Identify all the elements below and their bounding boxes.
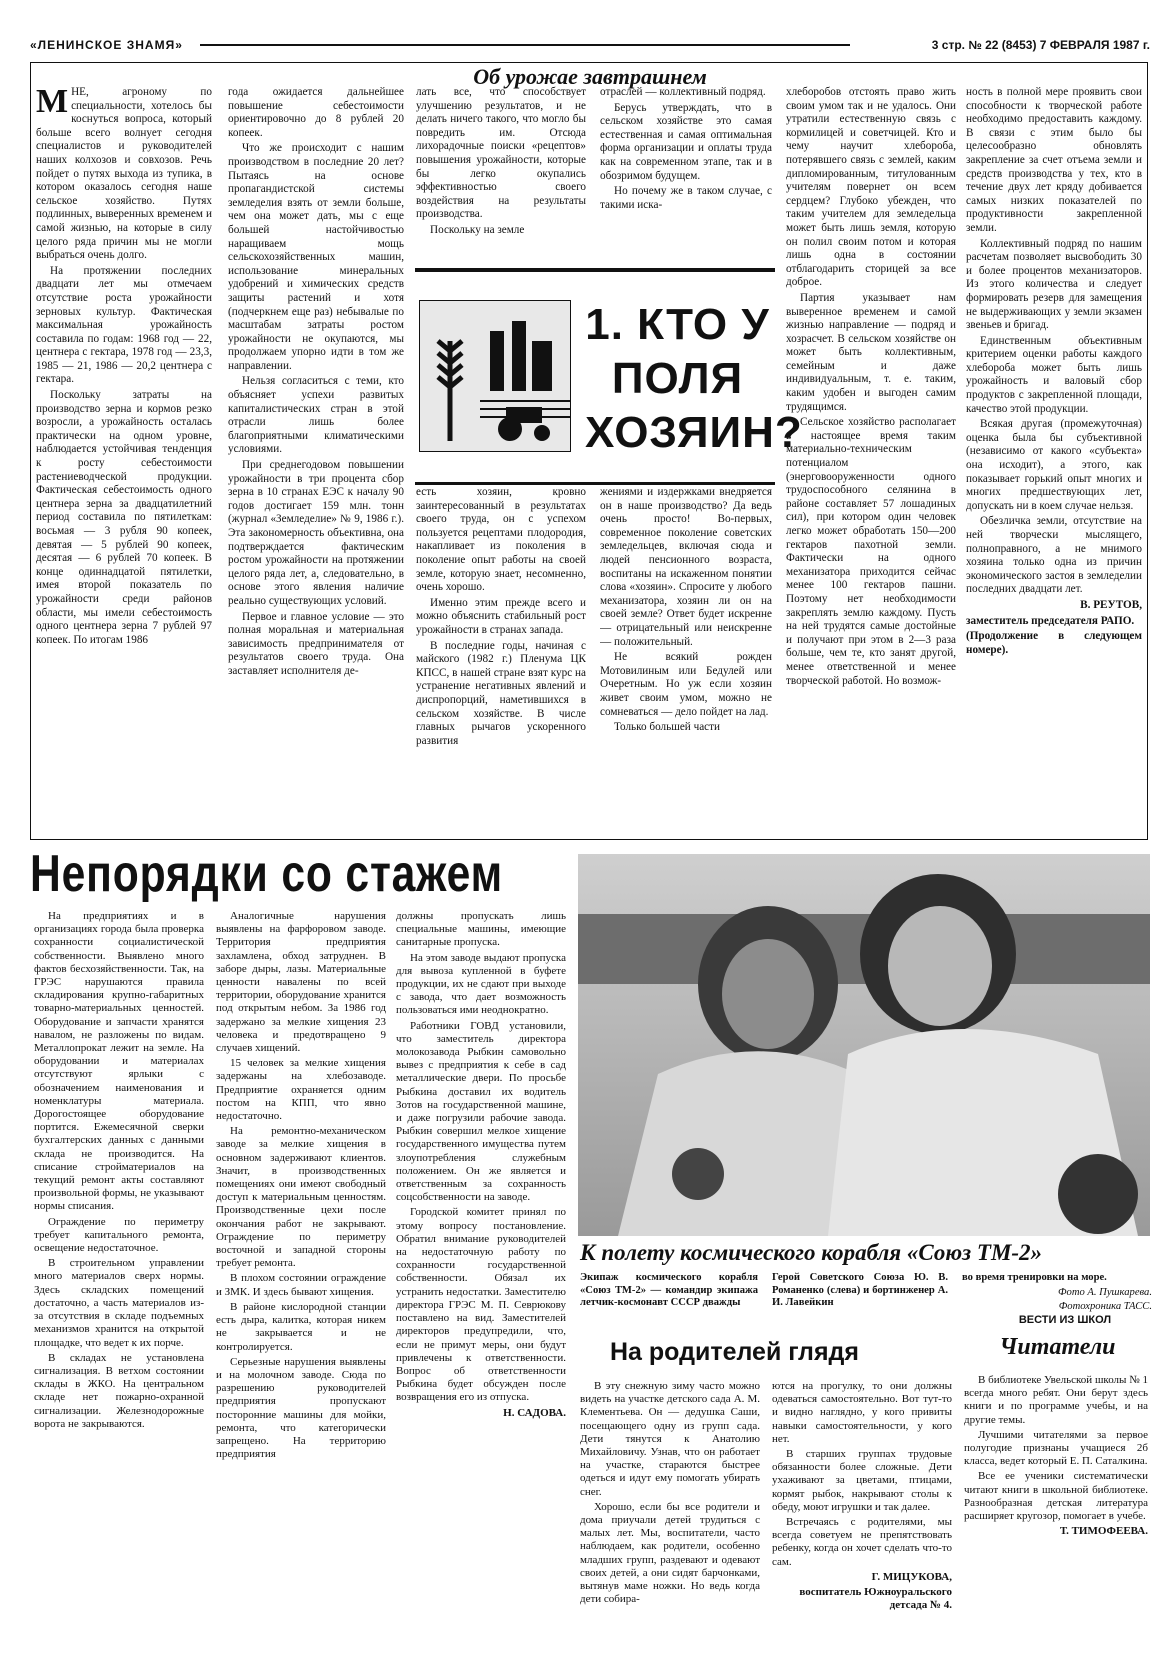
photo-agency: Фотохроника ТАСС. [1058, 1301, 1152, 1313]
face-right [888, 906, 992, 1026]
article2-signature: Н. САДОВА. [503, 1406, 566, 1419]
article-column-5: хлеборобов отстоять право жить своим умом так и не удалось. Они утратили естественную связь с кормилицей и советчицей. Кто и чему научит хлебороба, потерявшего связь с землей, каким дипломированным, титулованным учителям повернет он всем сердцем? Глубоко убежден, что таким учителем для земледельца может быть лишь земля, которую он полил своим потом и которая лишь одна в состоянии отблагодарить сторицей за все доброе. Партия указывает нам выверенное временем и самой жизнью направление — подряд и хозрасчет. В сельском хозяйстве он может быть коллективным, семейным и даже индивидуальным, т. е. таким, каким удобен и выгоден самим трудящимся. Сельское хозяйство располагает в настоящее время таким материально-техническим потенциалом (энерговооруженности одного трудоспособного селянина в районе составляет 57 лошадиных сил), при котором один человек легко может обработать 150—200 гектаров пахотной земли. Фактически на одного механизатора приходится сейчас менее 100 гектаров пашни. Поэтому нет необходимости закреплять землю каждому. Пусть на ней трудятся самые достойные и получают при этом в 2—3 раза больше, чем те, кто занят другой, менее ответственной и менее творческой работой. Но возмож- [786, 86, 956, 687]
article3-column-2: ются на прогулку, то они должны одеваться самостоятельно. Вот тут-то и видно наглядно, у кого привиты навыки самостоятельности, у кого нет. В старших группах трудовые обязанности более сложные. Дети ухаживают за цветами, птицами, кормят рыбок, накрывают столы к обеду, моют игрушки и так далее. Встречаясь с родителями, мы всегда советуем не препятствовать ребенку, когда он хочет сделать что-то сам. Г. МИЦУКОВА, воспитатель Южноуральского детсада № 4. [772, 1380, 952, 1612]
article-column-6: ность в полной мере проявить свои способности к творческой работе необходимо предоставить каждому. В связи с этим было бы целесообразно обновлять закрепление за счет отъема земли и средств производства у тех, кто в течение двух лет кряду добивается самых низких показателей по продуктивности закрепленной земли. Коллективный подряд по нашим расчетам позволяет высвободить 30 и более процентов механизаторов. Из этого количества и следует формировать резерв для замещения не выдерживающих у земли экзамен звеньев и бригад. Единственным объективным критерием оценки работы каждого хлебороба может быть лишь урожайность и валовый сбор продуктов с закрепленной площади, качество этой продукции. Всякая другая (промежуточная) оценка была бы субъективной (независимо от какого «субъекта» она исходит), а этого, как показывает горький опыт многих и многих предшествующих лет, допускать ни в коем случае нельзя. Обезличка земли, отсутствие на ней творчески мыслящего, полноправного, а не мнимого хозяина только одна из причин экономического застоя в земледелии последних двадцати лет. В. РЕУТОВ, заместитель председателя РАПО. (Продолжение в следующем номере). [966, 86, 1142, 656]
rubric: ВЕСТИ ИЗ ШКОЛ [1018, 1314, 1112, 1326]
article-heading: Об урожае завтрашнем [380, 64, 800, 90]
article-column-4-bottom: жениями и издержками внедряется он в наше производство? Да ведь очень просто! Во-первых, современное поколение советских земледельцев, включая сюда и людей пенсионного возраста, воспитаны на искаженном понятии слова «хозяин». Спросите у любого механизатора, хозяин ли он на своей земле? Ответ будет искренне — отрицательный или неискренне — положительный. Не всякий рожден Мотовилиным или Бедулей или Очеретным. Но уж если хозяин живет своим умом, можно не сомневаться — дело пойдет на лад. Только большей части [600, 486, 772, 734]
article2-column-2: Аналогичные нарушения выявлены на фарфоровом заводе. Территория предприятия захламлена, обход затруднен. В заборе дыры, лазы. Материальные ценности навалены по всей территории, оборудование хранится под открытым небом. За 1986 год задержано за мелкие хищения 23 человека и предотвращено 9 случаев хищений. 15 человек за мелкие хищения задержаны на хлебозаводе. Предприятие охраняется одним постом на КПП, что явно недостаточно. На ремонтно-механическом заводе за мелкие хищения в основном задерживают клиентов. Значит, в производственных помещениях они имеют свободный доступ к материальным ценностям. Производственные цехи после окончания работ не закрывают. Ограждение по периметру восточной и западной стороны требует ремонта. В плохом состоянии ограждение и ЗМК. И здесь бывают хищения. В районе кислородной станции есть дыра, калитка, которая никем не закрывается и не контролируется. Серьезные нарушения выявлены и на молочном заводе. Сюда по разрешению руководителей предприятия пропускают посторонние машины для мойки, ремонта, что категорически запрещено. На территорию предприятия [216, 910, 386, 1461]
article4-column: В библиотеке Увельской школы № 1 всегда много ребят. Они берут здесь книги и по программе учебы, и на другие темы. Лучшими читателями за первое полугодие признаны учащиеся 2б класса, ведет который Е. П. Саталкина. Все ее ученики систематически читают книги в школьной библиотеке. Разнообразная детская литература расширяет кругозор, помогает в учебе. Т. ТИМОФЕЕВА. [964, 1374, 1148, 1538]
cosmonauts-photo-image [578, 854, 1150, 1236]
article-column-3-bottom: есть хозяин, кровно заинтересованный в результатах своего труда, он с успехом пользуется рецептами плодородия, накапливает из поколения в поколение опыт работы на своей земле, которую знает, несомненно, очень хорошо. Именно этим прежде всего и можно объяснить стабильный рост урожайности в странах запада. В последние годы, начиная с майского (1982 г.) Пленума ЦК КПСС, в нашей стране взят курс на устранение негативных явлений и диспропорций, наметившихся в сельском хозяйстве. В числе главных рычагов ускоренного развития [416, 486, 586, 747]
article4-heading: Читатели [999, 1334, 1116, 1360]
suit-connector-icon [672, 1148, 724, 1200]
article-column-2: года ожидается дальнейшее повышение себестоимости ориентировочно до 8 рублей 20 копеек. Что же происходит с нашим производством в последние 20 лет? Пытаясь на основе пропагандистской системы земледелия взять от земли больше, чем она может дать, мы с еще большей настойчивостью наращиваем мощь сельскохозяйственных машин, использование минеральных удобрений и химических средств защиты растений и хотя (подчеркнем еще раз) небывалые по масштабам затраты ростом урожайности не окупаются, мы продолжаем упорно идти в том же направлении. Нельзя согласиться с теми, кто объясняет успехи развитых капиталистических стран в этой отрасли лишь более благоприятными климатическими условиями. При среднегодовом повышении урожайности в три процента сбор зерна в 10 странах ЕЭС к началу 90 годов достигает 159 млн. тонн (журнал «Земледелие» № 9, 1986 г.). Эта закономерность объективна, она подтверждается фактическим ростом урожайности на протяжении целого ряда лет, а, следовательно, в основе этого явления наличие реально существующих условий. Первое и главное условие — это полная моральная и материальная зависимость предпринимателя от результатов своего труда. Она заставляет исполнителя де- [228, 86, 404, 677]
photo-caption-3: во время тренировки на море. Фото А. Пушкарева. Фотохроника ТАСС. [962, 1272, 1152, 1313]
tractor-wheel-icon-2 [534, 425, 550, 441]
barn-icon [532, 341, 552, 391]
drop-cap: М [36, 86, 69, 120]
issue-info: 3 стр. № 22 (8453) 7 ФЕВРАЛЯ 1987 г. [931, 38, 1150, 52]
photo-caption-2: Герой Советского Союза Ю. В. Романенко (слева) и бортинженер А. И. Лавейкин [772, 1272, 948, 1309]
newspaper-name: «ЛЕНИНСКОЕ ЗНАМЯ» [30, 38, 183, 52]
photo-credit: Фото А. Пушкарева. [1058, 1286, 1152, 1298]
author-signature: В. РЕУТОВ, [1080, 598, 1142, 611]
masthead [30, 38, 1150, 54]
article-column-1: МНЕ, агроному по специальности, хотелось бы коснуться вопроса, который больше всего волнует сегодня специалистов и руководителей наших колхозов и совхозов. Речь пойдет о путях выхода из тупика, в котором оказалось сегодня наше сельское хозяйство. Путях подлинных, выверенных временем и самой жизнью, на которые в силу целого ряда причин мы не могли выбраться очень долго. На протяжении последних двадцати лет мы отмечаем отсутствие роста урожайности зерновых культур. Фактическая максимальная урожайность составила по годам: 1968 год — 22, центнера с гектара, 1978 год — 23,3, 1985 — 21, 1986 — 20,2 центнера с гектара. Поскольку затраты на производство зерна и кормов резко возросли, а урожайность осталась практически на одном уровне, наблюдается устойчивая тенденция к росту себестоимости растениеводческой продукции. Фактическая себестоимость одного центнера зерна за двадцатилетний период составила по пятилеткам: восьмая — 3 рубля 90 копеек, девятая — 5 рублей 90 копеек, десятая — 6 рублей 70 копеек. В конце одиннадцатой пятилетки, имея второй показатель по урожайности среди районов области, мы имели себестоимость одного центнера зерна 7 рублей 97 копеек. По итогам 1986 [36, 86, 212, 646]
author-role: заместитель председателя РАПО. [966, 614, 1135, 627]
article2-column-3: должны пропускать лишь специальные машины, имеющие санитарные пропуска. На этом заводе выдают пропуска для вывоза купленной в буфете продукции, их не сдают при выходе с завода, что дает возможность пользоваться ими неоднократно. Работники ГОВД установили, что заместитель директора молокозавода Рыбкин самовольно вывез с предприятия к себе в сад металлические двери. По просьбе Рыбкина доставил их водитель Зотов на государственной машине, и даже погрузили рабочие завода. Рыбкин совершил мелкое хищение государственного имущества путем злоупотребления служебным положением. Он же является и ответственным за сохранность соцсобственности на заводе. Городской комитет принял по этому вопросу постановление. Обратил внимание руководителей на недостаточную работу по сохранности государственной собственности. Обязал их устранить недостатки. Заместителю директора ГРЭС М. П. Севрюкову поставлено на вид. Заместителей директоров предупредили, что, если не примут меры, они будут привлечены к ответственности. Вопрос об ответственности Рыбкина будет обсужден после возвращения его из отпуска. Н. САДОВА. [396, 910, 566, 1419]
silo-icon-2 [512, 321, 526, 391]
photo-caption-1: Экипаж космического корабля «Союз ТМ-2» — командир экипажа летчик-космонавт СССР дважды [580, 1272, 758, 1309]
tractor-body-icon [506, 407, 542, 423]
article3-heading: На родителей глядя [610, 1338, 859, 1366]
masthead-rule [200, 44, 850, 46]
article-column-4-top: отраслей — коллективный подряд. Берусь утверждать, что в сельском хозяйстве это самая естественная и самая оптимальная форма организации и оплаты труда как на современном этапе, так и в обозримом будущем. Но почему же в таком случае, с такими иска- [600, 86, 772, 211]
silo-icon [490, 331, 504, 391]
helmet-held-icon [1058, 1154, 1138, 1234]
article3-column-1: В эту снежную зиму часто можно видеть на участке детского сада А. М. Клементьева. Он — дедушка Саши, посещающего одну из групп сада. Дети тянутся к Анатолию Михайловичу. Узнав, что он работает на участке, стараются быстрее одеться и идут ему помогать убирать снег. Хорошо, если бы все родители и дома приучали детей трудиться с малых лет. Мы, воспитатели, часто наблюдаем, как родители, особенно младших групп, раздевают и одевают своих детей, а они сидят барчонками, вытянув маме ножки. Но ведь когда дети собира- [580, 1380, 760, 1606]
subtitle-block [415, 268, 803, 485]
continuation-note: (Продолжение в следующем номере). [966, 630, 1142, 656]
harvest-illustration [419, 300, 571, 452]
photo-title: К полету космического корабля «Союз ТМ-2» [580, 1240, 1043, 1265]
article3-author-role: воспитатель Южноуральского детсада № 4. [799, 1586, 952, 1612]
face-left [722, 939, 814, 1049]
subtitle: 1. КТО У ПОЛЯ ХОЗЯИН? [585, 300, 803, 457]
article2-column-1: На предприятиях и в организациях города была проверка сохранности социалистической собственности. Выявлено много фактов бесхозяйственности. Так, на ГРЭС нарушаются правила складирования крупно-габаритных товарно-материальных ценностей. Оборудование и запчасти хранятся навалом, не разложены по видам. Металлопрокат лежит на земле. На оборудовании и материалах отсутствуют ярлыки с обозначением наименования и номенклатуры материала. Дорогостоящее оборудование портится. Ежемесячной сверки бухгалтерских данных с данными склада не производится. На списание стройматериалов на текущий ремонт акты составляют произвольной формы, не указывают нормы списания. Ограждение по периметру требует капитального ремонта, освещение недостаточное. В строительном управлении много материалов сверх нормы. Здесь складских помещений достаточно, а часть материалов из-за отсутствия в складе подъемных механизмов хранится на открытой площадке, что ведет к их порче. В складах не установлена сигнализация. В ветхом состоянии склады в ЖКО. На центральном складе нет пожарно-охранной сигнализации. Железнодорожные ворота не закрываются. [34, 910, 204, 1430]
article2-heading: Непорядки со стажем [30, 845, 504, 903]
cosmonauts-photo [578, 854, 1150, 1236]
article3-signature: Г. МИЦУКОВА, [871, 1570, 952, 1583]
article-column-3-top: лать все, что способствует улучшению результатов, и не делать ничего такого, что могло бы повредить им. Отсюда лихорадочные поиски «рецептов» повышения урожайности, которые бы легко окупались эффективностью своего воздействия на результаты производства. Поскольку на земле [416, 86, 586, 236]
article4-signature: Т. ТИМОФЕЕВА. [1059, 1525, 1148, 1538]
